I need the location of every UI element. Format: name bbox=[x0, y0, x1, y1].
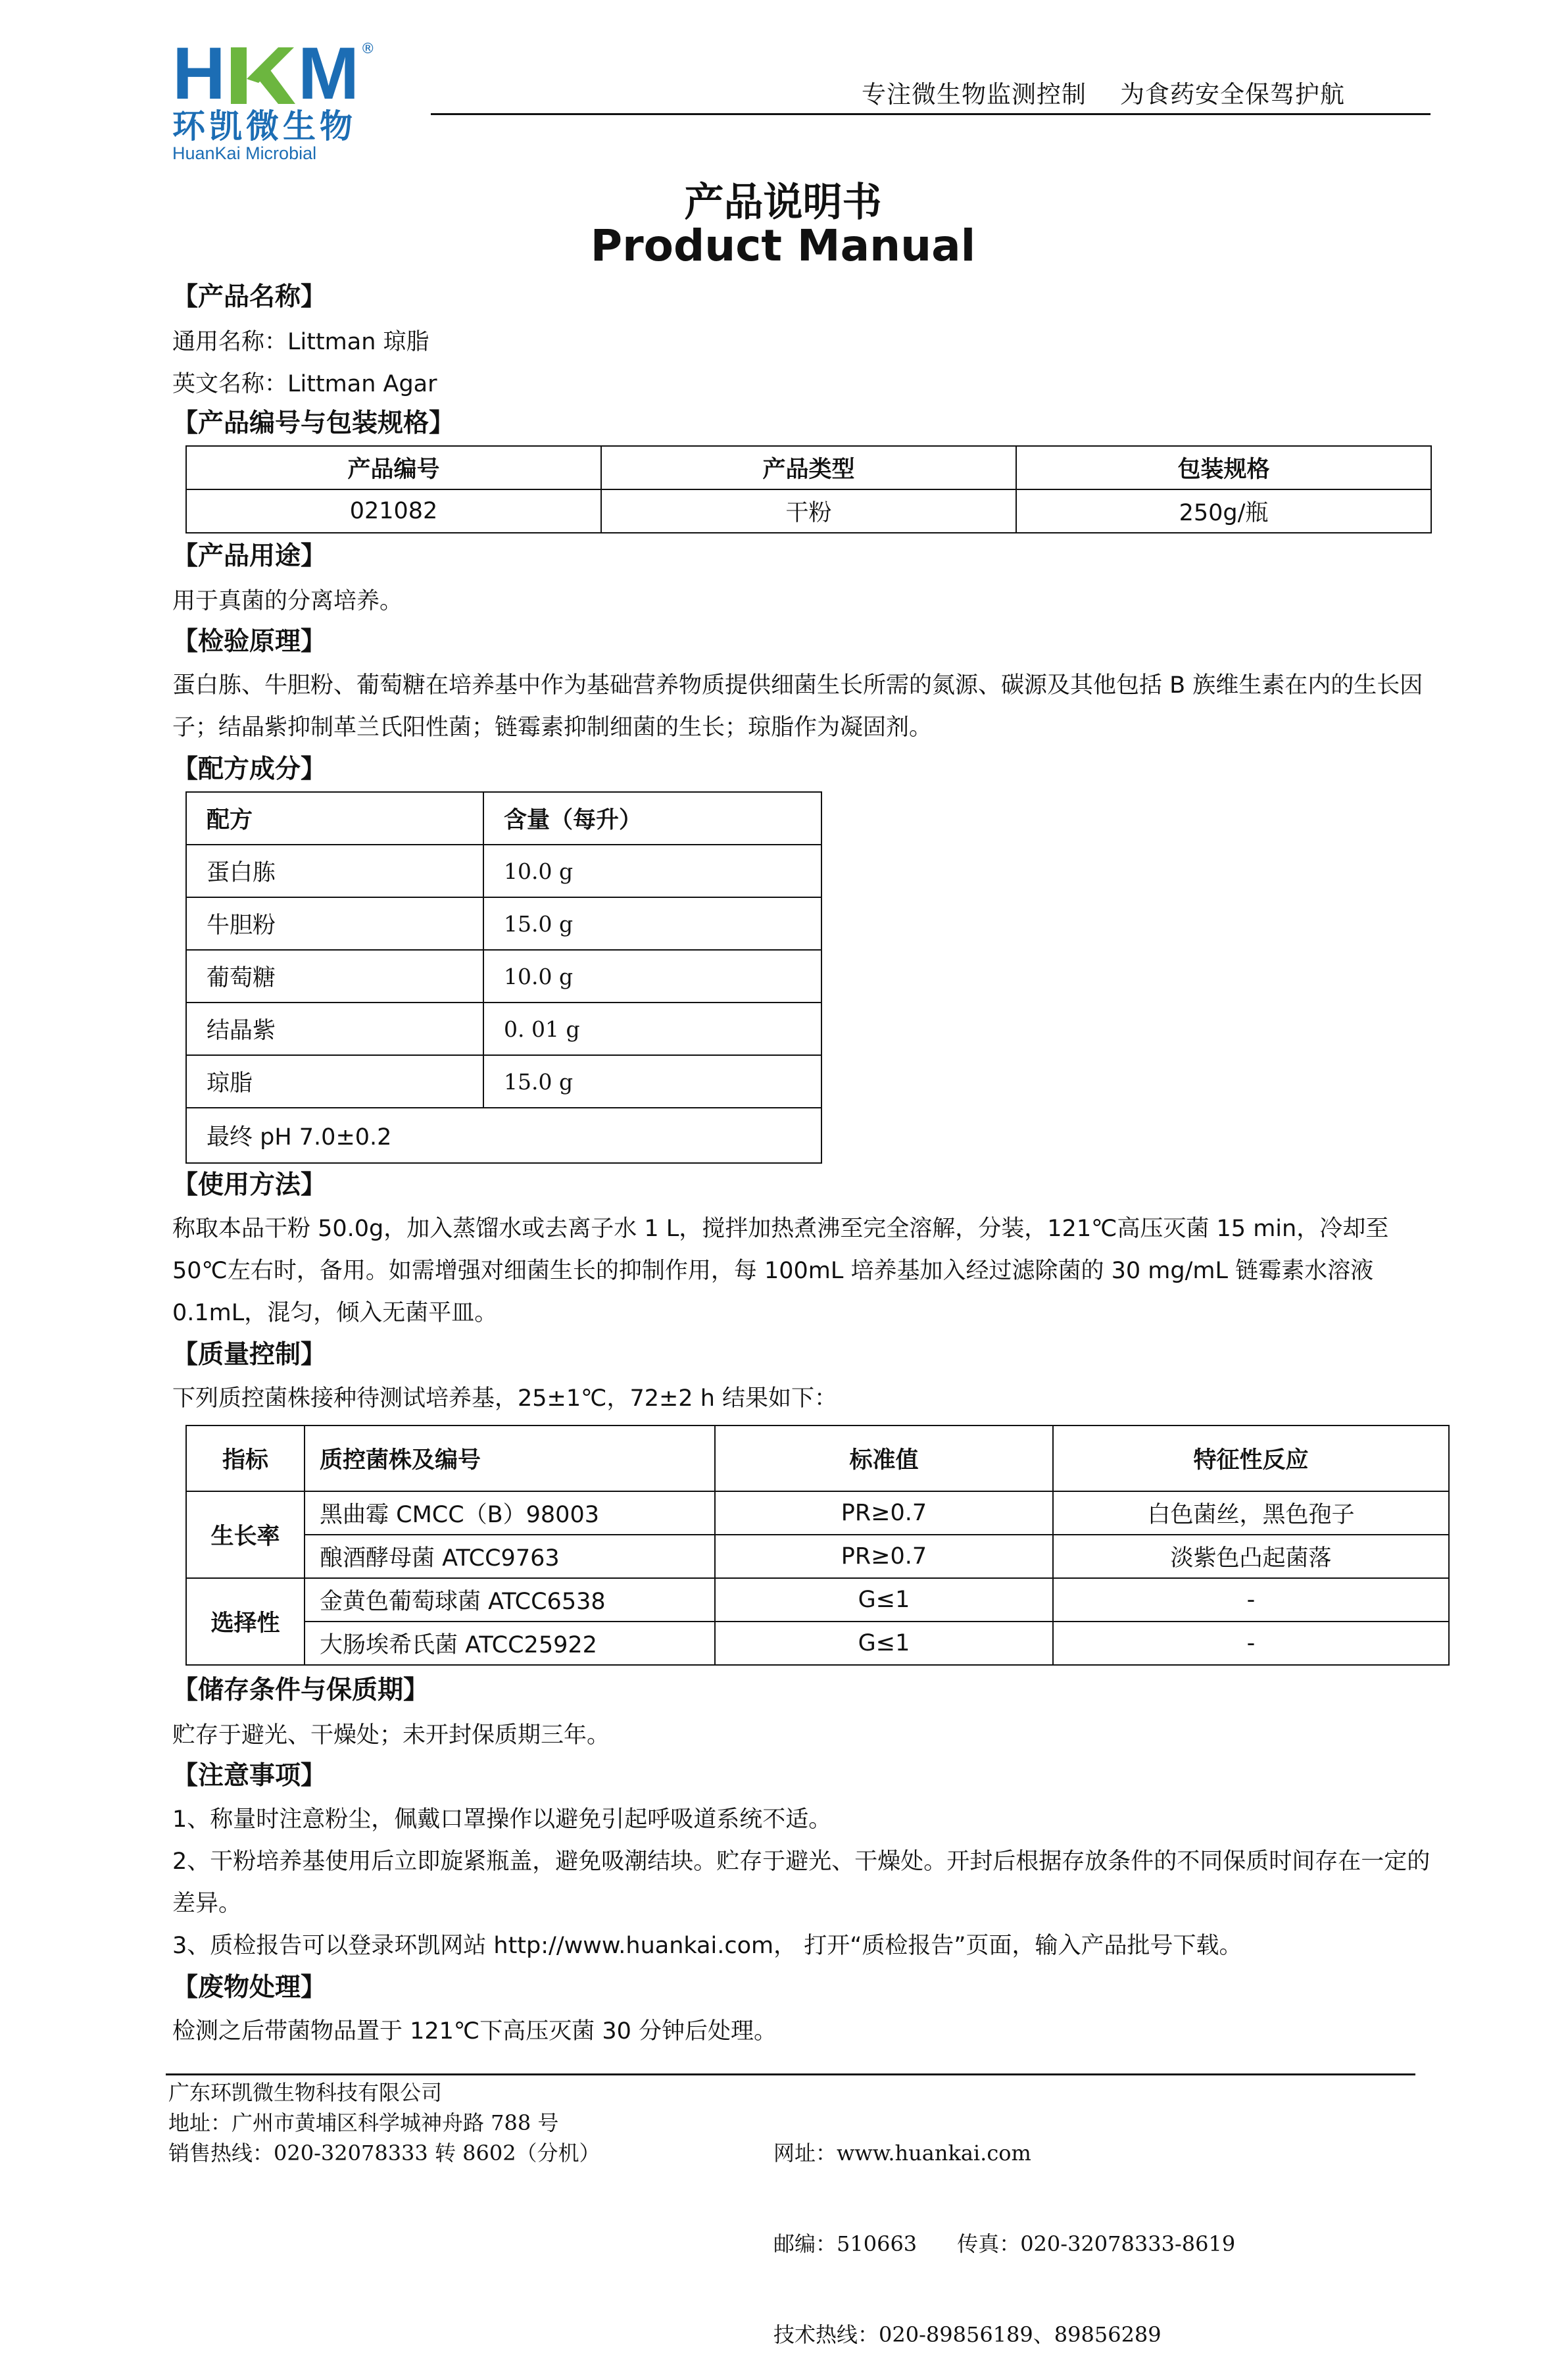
reaction-cell: - bbox=[1053, 1622, 1449, 1665]
column-header: 标准值 bbox=[715, 1426, 1053, 1491]
column-header: 指标 bbox=[186, 1426, 305, 1491]
column-header: 含量（每升） bbox=[483, 792, 821, 845]
method-text: 称取本品干粉 50.0g，加入蒸馏水或去离子水 1 L，搅拌加热煮沸至完全溶解，分装，121℃高压灭菌 15 min，冷却至 50℃左右时，备用。如需增强对细菌生长的抑制作用，每 100mL 培养基加入经过滤除菌的 30 mg/mL 链霉素水溶液 0.1mL，混匀，倾入无菌平皿。 bbox=[172, 1216, 1389, 1326]
column-header: 特征性反应 bbox=[1053, 1426, 1449, 1491]
amount-cell: 0. 01 g bbox=[483, 1003, 821, 1055]
table-header-row bbox=[186, 1426, 1449, 1491]
ingredient-cell: 琼脂 bbox=[186, 1055, 483, 1108]
footer-left bbox=[168, 2077, 600, 2168]
strain-cell: 黑曲霉 CMCC（B）98003 bbox=[305, 1491, 715, 1535]
amount-cell: 15.0 g bbox=[483, 1055, 821, 1108]
header-slogan: 专注微生物监测控制 为食药安全保驾护航 bbox=[862, 80, 1346, 109]
logo-letter-h: H bbox=[172, 32, 224, 114]
storage-text: 贮存于避光、干燥处；未开封保质期三年。 bbox=[172, 1722, 610, 1748]
reaction-cell: 淡紫色凸起菌落 bbox=[1053, 1535, 1449, 1578]
ingredient-cell: 牛胆粉 bbox=[186, 897, 483, 950]
usage-text: 用于真菌的分离培养。 bbox=[172, 588, 403, 614]
section-heading-principle: 【检验原理】 bbox=[172, 627, 327, 657]
standard-cell: PR≥0.7 bbox=[715, 1491, 1053, 1535]
table-row bbox=[186, 950, 821, 1003]
quality-control-table bbox=[185, 1425, 1450, 1666]
header-divider bbox=[431, 113, 1431, 115]
ingredient-cell: 蛋白胨 bbox=[186, 845, 483, 897]
disposal-text: 检测之后带菌物品置于 121℃下高压灭菌 30 分钟后处理。 bbox=[172, 2018, 777, 2045]
strain-cell: 金黄色葡萄球菌 ATCC6538 bbox=[305, 1578, 715, 1622]
company-logo bbox=[172, 32, 435, 164]
note-item: 1、称量时注意粉尘，佩戴口罩操作以避免引起呼吸道系统不适。 bbox=[172, 1806, 832, 1833]
logo-mark bbox=[172, 32, 435, 114]
ingredient-cell: 结晶紫 bbox=[186, 1003, 483, 1055]
table-row bbox=[186, 1491, 1449, 1535]
page-title-cn: 产品说明书 bbox=[684, 180, 882, 226]
section-heading-qc: 【质量控制】 bbox=[172, 1340, 327, 1370]
table-row bbox=[186, 1003, 821, 1055]
standard-cell: PR≥0.7 bbox=[715, 1535, 1053, 1578]
section-heading-storage: 【储存条件与保质期】 bbox=[172, 1675, 429, 1705]
ingredient-cell: 葡萄糖 bbox=[186, 950, 483, 1003]
logo-chinese-name: 环凯微生物 bbox=[172, 107, 356, 145]
common-name: 通用名称：Littman 琼脂 bbox=[172, 329, 429, 355]
table-row bbox=[186, 1535, 1449, 1578]
column-header: 质控菌株及编号 bbox=[305, 1426, 715, 1491]
footer-postcode-fax: 邮编：510663 传真：020-32078333-8619 bbox=[773, 2231, 1236, 2256]
product-code-cell: 021082 bbox=[186, 489, 601, 533]
logo-english-name: HuanKai Microbial bbox=[172, 143, 317, 163]
table-row bbox=[186, 897, 821, 950]
qc-intro: 下列质控菌株接种待测试培养基，25±1℃，72±2 h 结果如下： bbox=[172, 1385, 838, 1412]
reaction-cell: 白色菌丝，黑色孢子 bbox=[1053, 1491, 1449, 1535]
package-spec-cell: 250g/瓶 bbox=[1016, 489, 1431, 533]
table-row bbox=[186, 1578, 1449, 1622]
footer-divider bbox=[166, 2073, 1415, 2075]
section-heading-name: 【产品名称】 bbox=[172, 282, 327, 312]
amount-cell: 15.0 g bbox=[483, 897, 821, 950]
page-title-en: Product Manual bbox=[590, 220, 976, 271]
qc-group-label: 生长率 bbox=[186, 1491, 305, 1578]
logo-letter-k-icon bbox=[227, 41, 295, 107]
column-header: 包装规格 bbox=[1016, 446, 1431, 489]
standard-cell: G≤1 bbox=[715, 1578, 1053, 1622]
section-heading-usage: 【产品用途】 bbox=[172, 541, 327, 571]
logo-letter-m: M bbox=[297, 32, 358, 114]
section-heading-disposal: 【废物处理】 bbox=[172, 1973, 327, 2002]
qc-group-label: 选择性 bbox=[186, 1578, 305, 1665]
standard-cell: G≤1 bbox=[715, 1622, 1053, 1665]
column-header: 配方 bbox=[186, 792, 483, 845]
footer-address: 地址：广州市黄埔区科学城神舟路 788 号 bbox=[168, 2110, 559, 2135]
amount-cell: 10.0 g bbox=[483, 845, 821, 897]
footer-right bbox=[773, 2077, 1235, 2380]
table-row bbox=[186, 1108, 821, 1163]
footer-tech-hotline: 技术热线：020-89856189、89856289 bbox=[773, 2322, 1162, 2347]
final-ph-cell: 最终 pH 7.0±0.2 bbox=[186, 1108, 821, 1163]
table-header-row bbox=[186, 792, 821, 845]
note-item: 3、质检报告可以登录环凯网站 http://www.huankai.com， 打开“质检报告”页面，输入产品批号下载。 bbox=[172, 1933, 1242, 1959]
footer-website: 网址：www.huankai.com bbox=[773, 2141, 1031, 2166]
note-item: 2、干粉培养基使用后立即旋紧瓶盖，避免吸潮结块。贮存于避光、干燥处。开封后根据存放条件的不同保质时间存在一定的差异。 bbox=[172, 1848, 1431, 1917]
section-heading-method: 【使用方法】 bbox=[172, 1170, 327, 1200]
amount-cell: 10.0 g bbox=[483, 950, 821, 1003]
reaction-cell: - bbox=[1053, 1578, 1449, 1622]
formula-table bbox=[185, 791, 822, 1164]
table-row bbox=[186, 489, 1431, 533]
section-heading-code: 【产品编号与包装规格】 bbox=[172, 409, 455, 438]
table-header-row bbox=[186, 446, 1431, 489]
footer-sales-hotline: 销售热线：020-32078333 转 8602（分机） bbox=[168, 2141, 600, 2166]
principle-text: 蛋白胨、牛胆粉、葡萄糖在培养基中作为基础营养物质提供细菌生长所需的氮源、碳源及其他包括 B 族维生素在内的生长因子；结晶紫抑制革兰氏阳性菌；链霉素抑制细菌的生长；琼脂作为凝固剂。 bbox=[172, 672, 1423, 741]
section-heading-formula: 【配方成分】 bbox=[172, 755, 327, 784]
strain-cell: 大肠埃希氏菌 ATCC25922 bbox=[305, 1622, 715, 1665]
footer-company: 广东环凯微生物科技有限公司 bbox=[168, 2080, 443, 2105]
table-row bbox=[186, 1055, 821, 1108]
table-row bbox=[186, 1622, 1449, 1665]
product-type-cell: 干粉 bbox=[601, 489, 1016, 533]
strain-cell: 酿酒酵母菌 ATCC9763 bbox=[305, 1535, 715, 1578]
table-row bbox=[186, 845, 821, 897]
column-header: 产品编号 bbox=[186, 446, 601, 489]
registered-mark: ® bbox=[360, 41, 376, 57]
column-header: 产品类型 bbox=[601, 446, 1016, 489]
product-code-table bbox=[185, 445, 1432, 533]
english-name: 英文名称：Littman Agar bbox=[172, 371, 437, 397]
section-heading-notes: 【注意事项】 bbox=[172, 1761, 327, 1791]
